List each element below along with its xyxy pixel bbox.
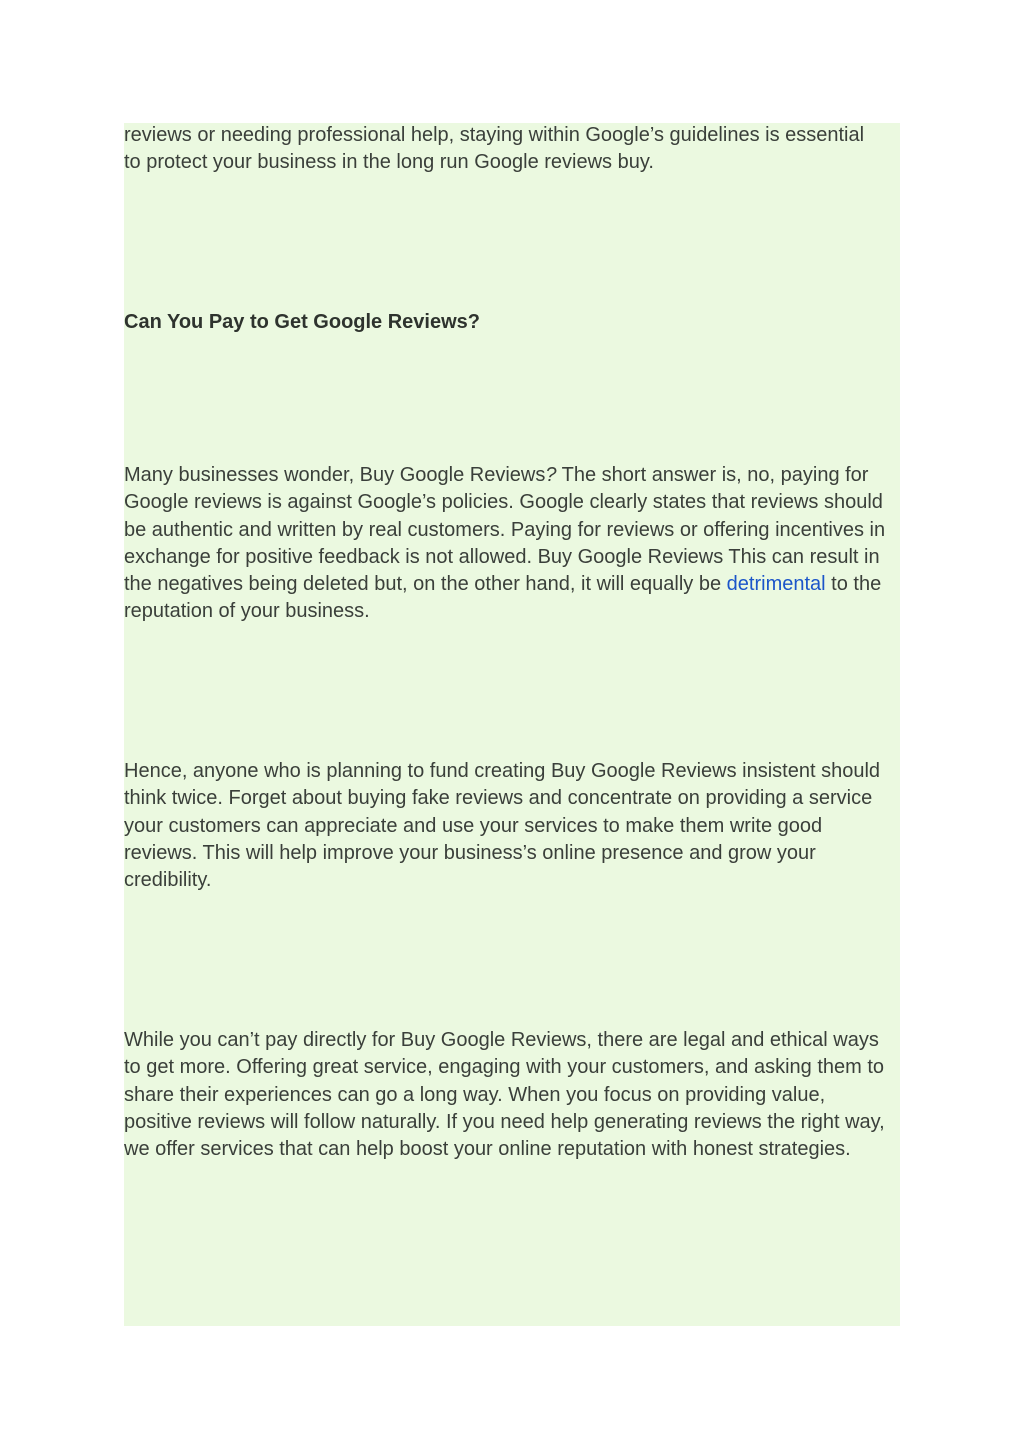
content-block: [124, 123, 900, 1326]
paragraph-two-middle: The short answer is, no, paying for Google reviews is against Google’s policies. Google clearly states that reviews should be authentic and written by real customers. Paying for reviews or offering incentives in exchange for positive feedback is not allowed. Buy Google Reviews This can result in the negatives being deleted but, on the other hand, it will equally be: [124, 464, 886, 596]
paragraph-two-start: Many businesses wonder, Buy Google Reviews: [124, 464, 546, 486]
paragraph-think-twice: Hence, anyone who is planning to fund creating Buy Google Reviews insistent should think twice. Forget about buying fake reviews and concentrate on providing a service your customers can appreciate and use your services to make them write good reviews. This will help improve your business’s online presence and grow your credibility.: [124, 760, 881, 892]
paragraph-two-question-mark: ?: [545, 464, 557, 486]
intro-line-2: to protect your business in the long run Google reviews buy.: [124, 151, 654, 174]
paragraph-pay-for-reviews: [124, 462, 896, 626]
detrimental-link[interactable]: detrimental: [726, 573, 826, 596]
section-heading: Can You Pay to Get Google Reviews?: [124, 311, 481, 333]
intro-line-1: reviews or needing professional help, staying within Google’s guidelines is essential: [124, 124, 865, 146]
intro-paragraph: [124, 122, 896, 177]
paragraph-two-end: to the reputation of your business.: [124, 573, 882, 623]
paragraph-ethical-ways: While you can’t pay directly for Buy Google Reviews, there are legal and ethical ways to get more. Offering great service, engaging with your customers, and asking them to share their experiences can go a long way. When you focus on providing value, positive reviews will follow naturally. If you need help generating reviews the right way, we offer services that can help boost your online reputation with honest strategies.: [124, 1029, 885, 1161]
